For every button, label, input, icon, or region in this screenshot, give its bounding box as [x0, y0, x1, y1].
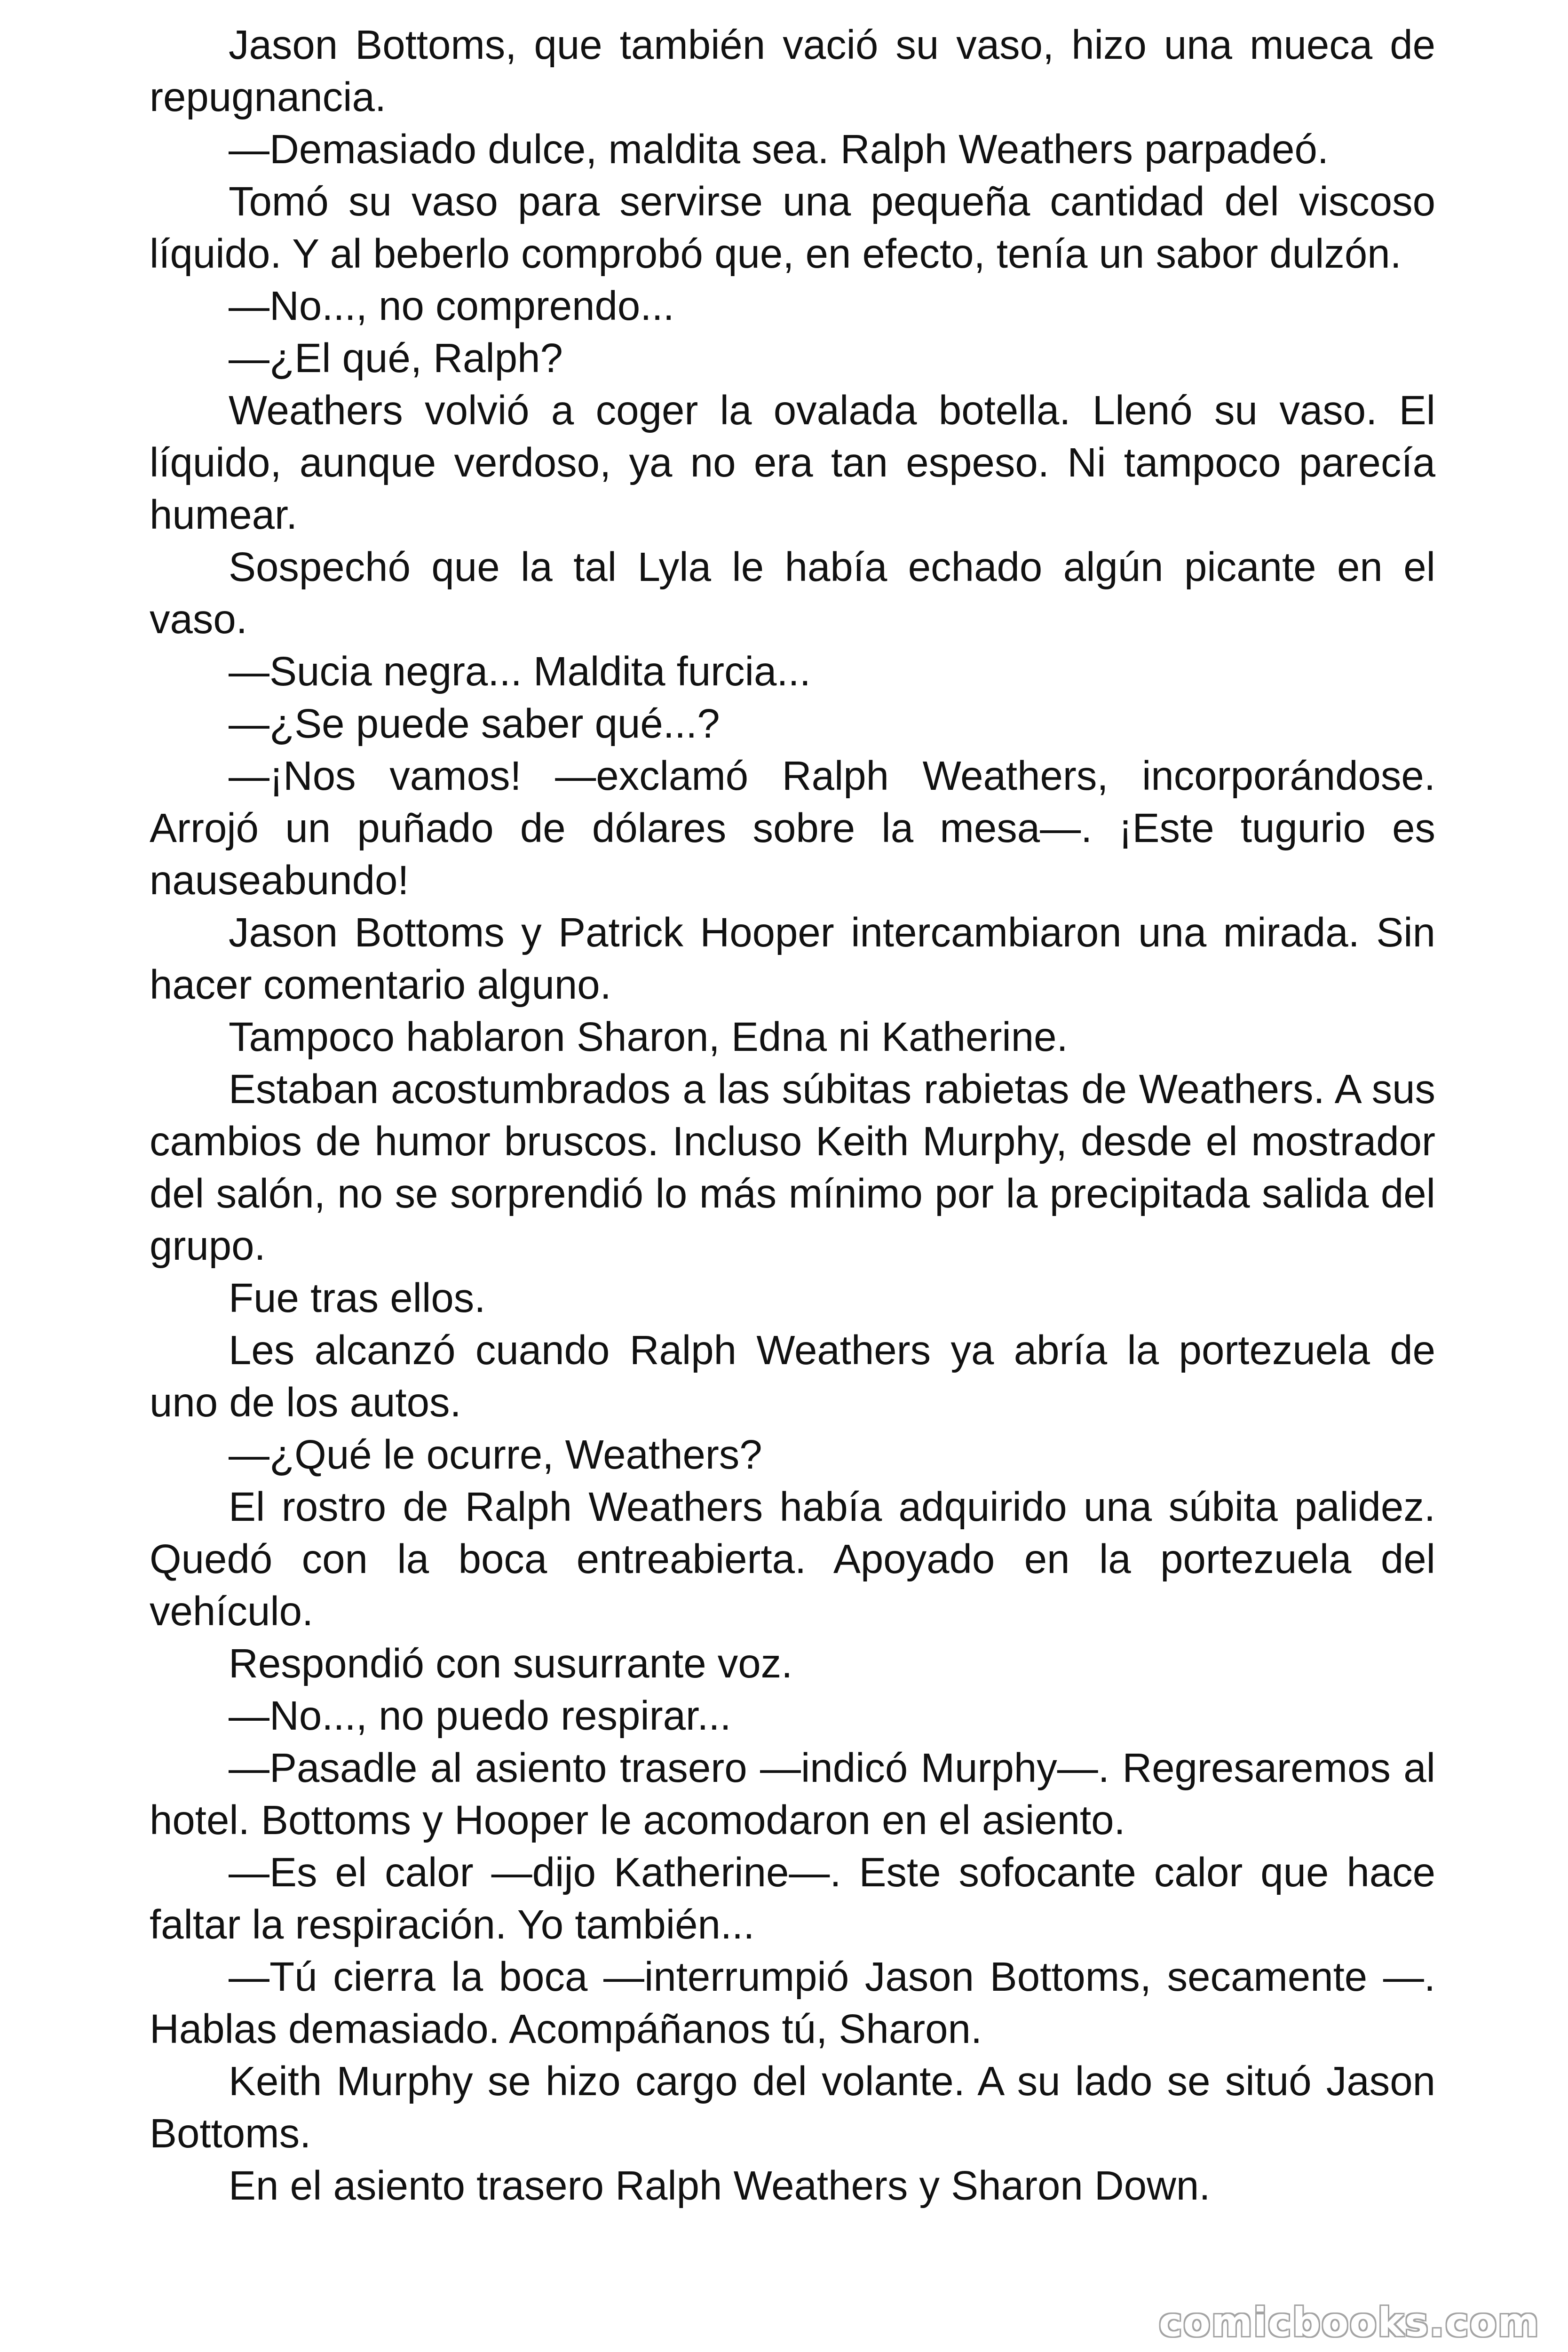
paragraph: Tomó su vaso para servirse una pequeña cantidad del viscoso líquido. Y al beberlo comprobó que, en efecto, tenía un sabor dulzón. [150, 179, 1435, 277]
paragraph: Fue tras ellos. [229, 1275, 486, 1321]
paragraph: El rostro de Ralph Weathers había adquirido una súbita palidez. Quedó con la boca entreabierta. Apoyado en la portezuela del vehículo. [150, 1484, 1435, 1634]
paragraph: —No..., no puedo respirar... [229, 1693, 731, 1739]
paragraph: Les alcanzó cuando Ralph Weathers ya abría la portezuela de uno de los autos. [150, 1327, 1435, 1425]
paragraph: Weathers volvió a coger la ovalada botella. Llenó su vaso. El líquido, aunque verdoso, ya no era tan espeso. Ni tampoco parecía humear. [150, 388, 1435, 538]
paragraph: Estaban acostumbrados a las súbitas rabietas de Weathers. A sus cambios de humor bruscos. Incluso Keith Murphy, desde el mostrador del salón, no se sorprendió lo más mínimo por la precipitada salida del grupo. [150, 1066, 1435, 1269]
paragraph: En el asiento trasero Ralph Weathers y Sharon Down. [229, 2163, 1211, 2209]
document-page [150, 19, 1435, 2212]
paragraph: —¿Se puede saber qué...? [229, 701, 720, 747]
paragraph: —Tú cierra la boca —interrumpió Jason Bottoms, secamente —. Hablas demasiado. Acompáñanos tú, Sharon. [150, 1954, 1435, 2052]
paragraph: —¿El qué, Ralph? [229, 335, 563, 381]
paragraph: Sospechó que la tal Lyla le había echado algún picante en el vaso. [150, 544, 1435, 642]
paragraph: —Demasiado dulce, maldita sea. Ralph Weathers parpadeó. [229, 127, 1329, 172]
paragraph: —Pasadle al asiento trasero —indicó Murphy—. Regresaremos al hotel. Bottoms y Hooper le acomodaron en el asiento. [150, 1745, 1435, 1843]
paragraph: Keith Murphy se hizo cargo del volante. A su lado se situó Jason Bottoms. [150, 2058, 1435, 2156]
paragraph: Respondió con susurrante voz. [229, 1641, 793, 1686]
paragraph: Jason Bottoms y Patrick Hooper intercambiaron una mirada. Sin hacer comentario alguno. [150, 910, 1435, 1008]
paragraph: —Sucia negra... Maldita furcia... [229, 649, 811, 694]
paragraph: Jason Bottoms, que también vació su vaso, hizo una mueca de repugnancia. [150, 22, 1435, 120]
watermark-text: comicbooks.com [1159, 2299, 1540, 2345]
paragraph: —Es el calor —dijo Katherine—. Este sofocante calor que hace faltar la respiración. Yo también... [150, 1850, 1435, 1947]
paragraph: —¿Qué le ocurre, Weathers? [229, 1432, 762, 1478]
paragraph: —¡Nos vamos! —exclamó Ralph Weathers, incorporándose. Arrojó un puñado de dólares sobre la mesa—. ¡Este tugurio es nauseabundo! [150, 753, 1435, 903]
paragraph: Tampoco hablaron Sharon, Edna ni Katherine. [229, 1014, 1068, 1060]
paragraph: —No..., no comprendo... [229, 283, 674, 329]
